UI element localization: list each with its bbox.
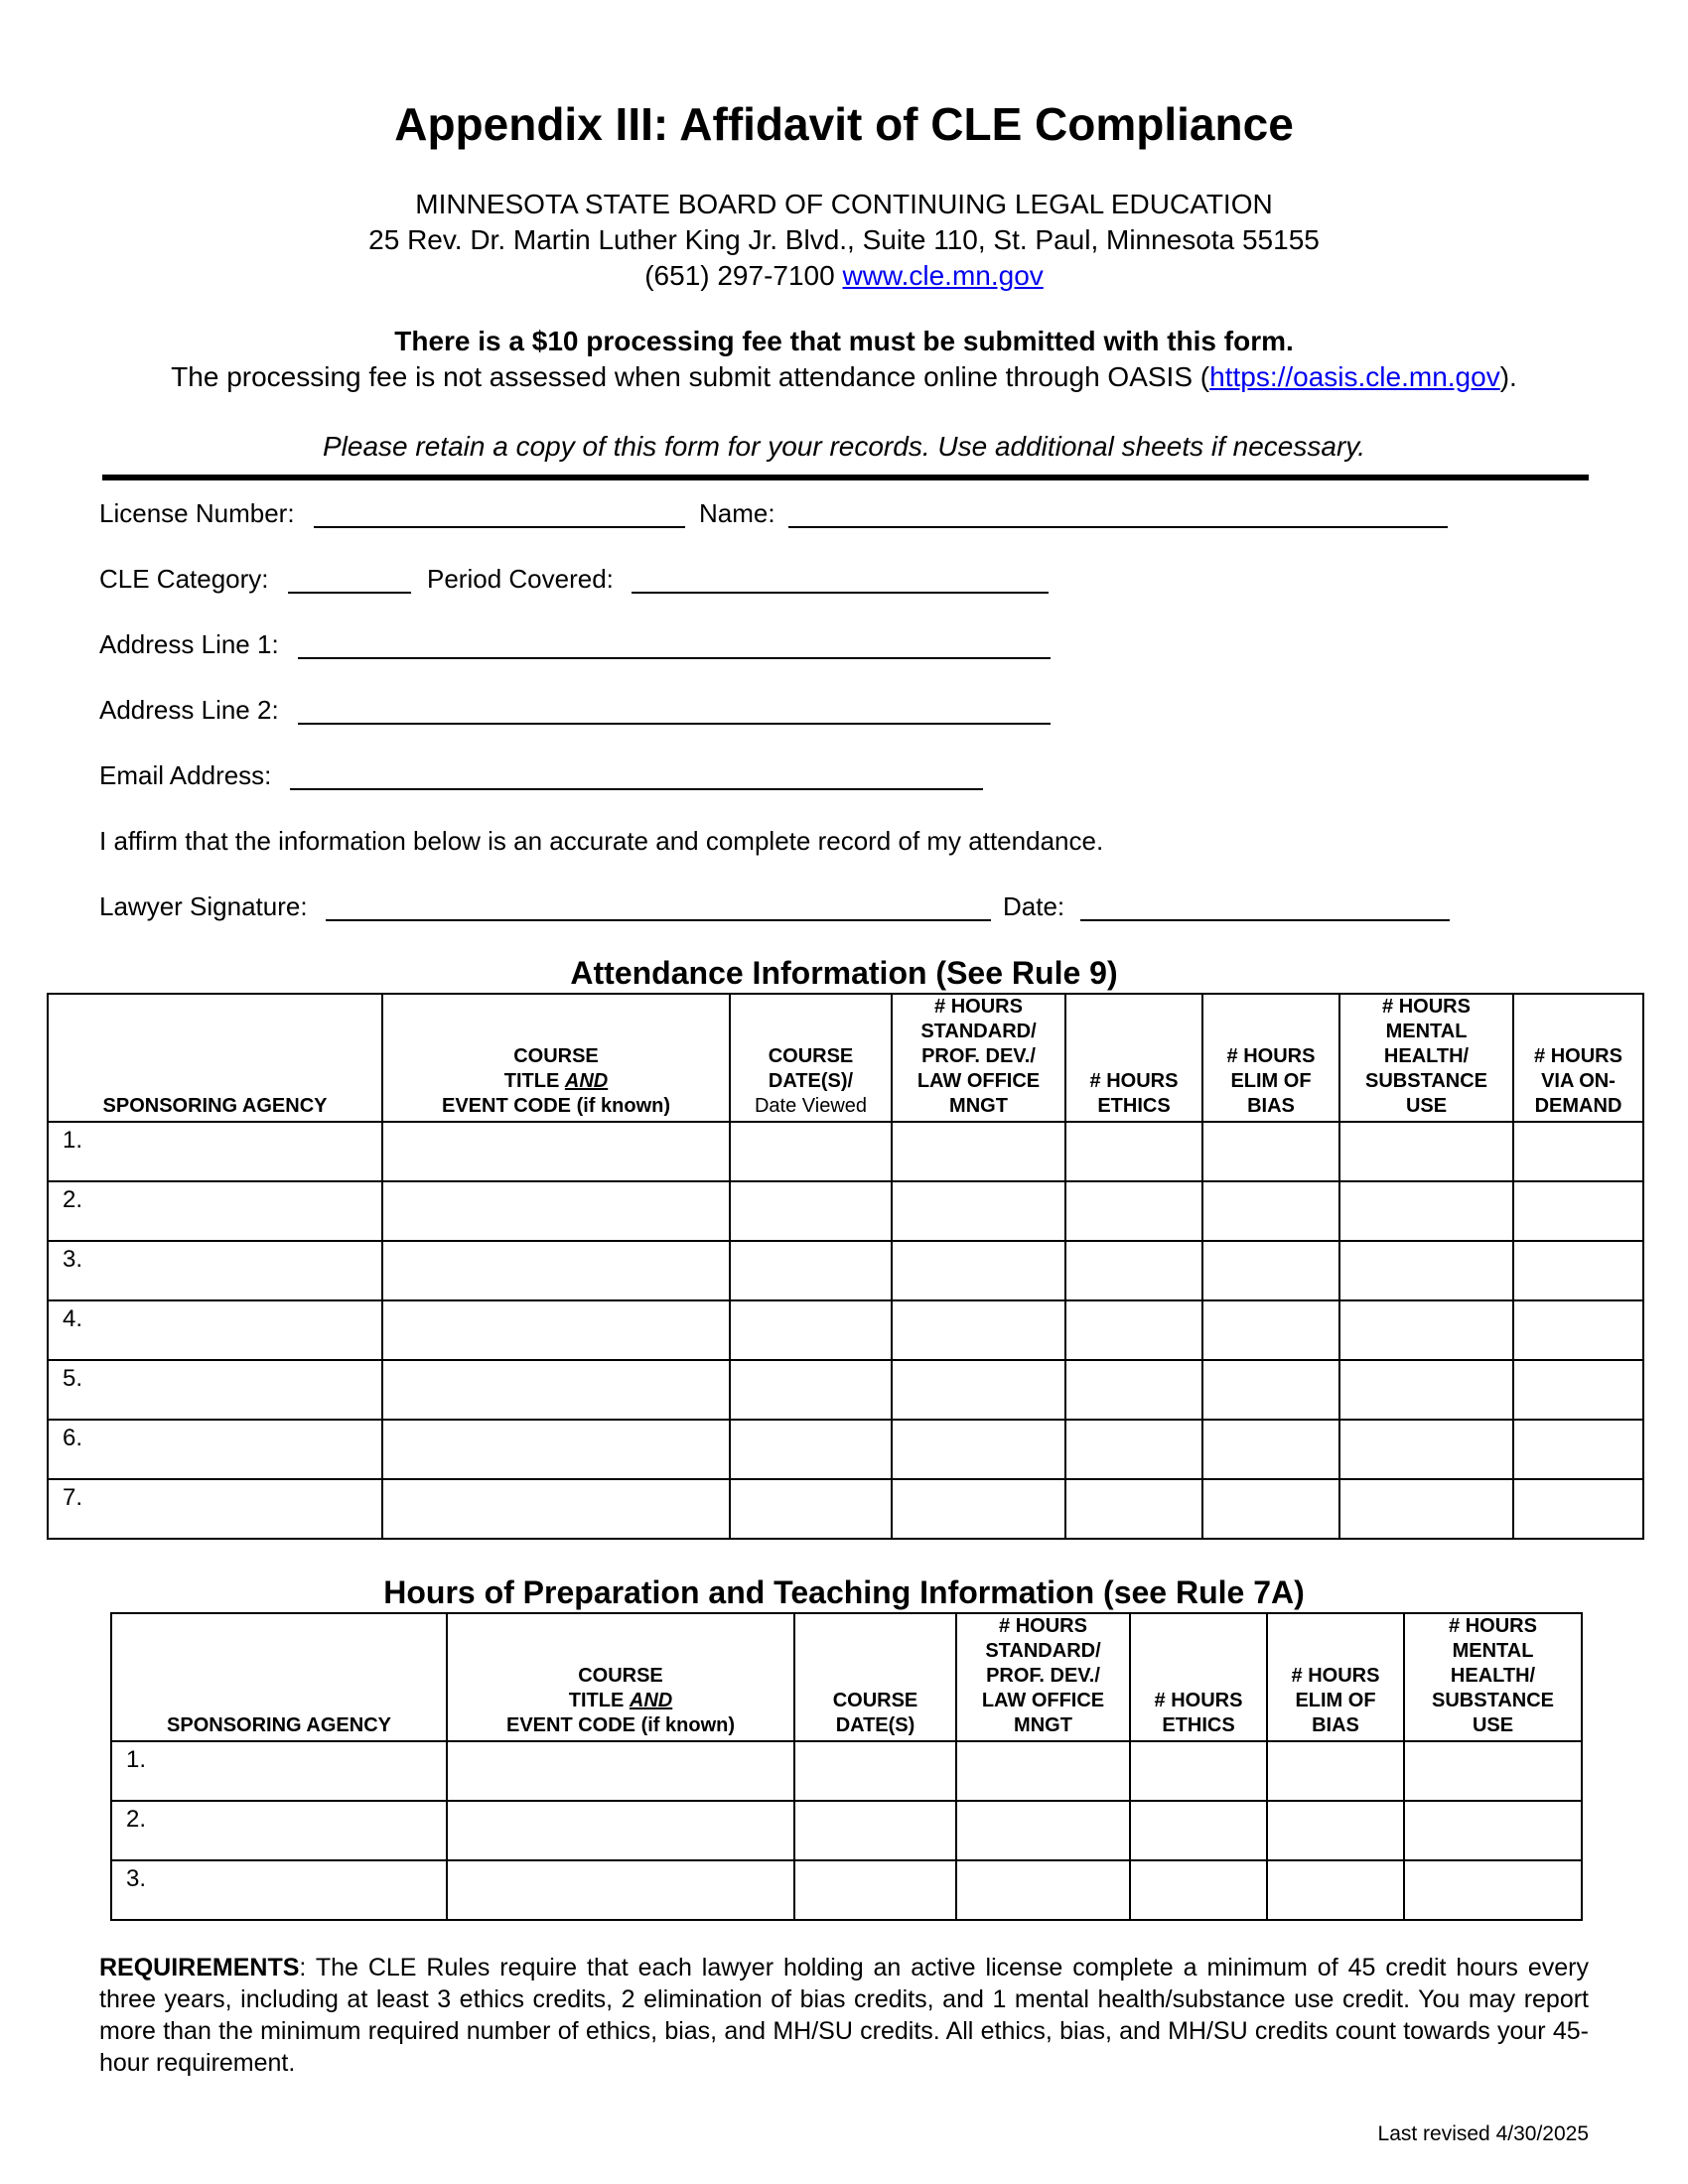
header-hours-ethics: # HOURS ETHICS — [1065, 994, 1202, 1122]
attendance-cell[interactable] — [1202, 1122, 1339, 1181]
teaching-cell[interactable] — [1130, 1860, 1267, 1920]
attendance-cell[interactable] — [892, 1479, 1065, 1539]
attendance-cell[interactable] — [1202, 1420, 1339, 1479]
attendance-cell[interactable] — [1065, 1122, 1202, 1181]
fee-oasis-text: The processing fee is not assessed when submit attendance online through OASIS ( — [171, 361, 1210, 392]
attendance-row-number-cell[interactable]: 6. — [48, 1420, 382, 1479]
attendance-row-number-cell[interactable]: 4. — [48, 1300, 382, 1360]
name-field[interactable] — [788, 498, 1448, 528]
teaching-cell[interactable] — [447, 1860, 794, 1920]
teaching-header-hours-bias: # HOURS ELIM OF BIAS — [1267, 1613, 1404, 1741]
license-name-row — [99, 498, 1489, 532]
attendance-cell[interactable] — [1513, 1122, 1643, 1181]
attendance-cell[interactable] — [892, 1241, 1065, 1300]
teaching-cell[interactable] — [1404, 1860, 1582, 1920]
attendance-cell[interactable] — [1065, 1181, 1202, 1241]
attendance-cell[interactable] — [1065, 1300, 1202, 1360]
attendance-cell[interactable] — [730, 1479, 892, 1539]
attendance-cell[interactable] — [730, 1181, 892, 1241]
org-name: MINNESOTA STATE BOARD OF CONTINUING LEGAL EDUCATION — [415, 189, 1273, 219]
teaching-cell[interactable] — [1130, 1801, 1267, 1860]
fee-oasis-close: ). — [1499, 361, 1517, 392]
header-course-title: COURSE TITLE AND EVENT CODE (if known) — [382, 994, 730, 1122]
attendance-cell[interactable] — [1202, 1181, 1339, 1241]
attendance-cell[interactable] — [1339, 1241, 1513, 1300]
date-field[interactable] — [1080, 891, 1450, 921]
requirements-label: REQUIREMENTS — [99, 1954, 300, 1981]
retain-note: Please retain a copy of this form for your records. Use additional sheets if necessary. — [323, 431, 1365, 462]
attendance-cell[interactable] — [1513, 1420, 1643, 1479]
teaching-row-number-cell[interactable]: 1. — [111, 1741, 447, 1801]
attendance-cell[interactable] — [730, 1360, 892, 1420]
teaching-header-hours-ethics: # HOURS ETHICS — [1130, 1613, 1267, 1741]
attendance-cell[interactable] — [1339, 1479, 1513, 1539]
org-phone: (651) 297-7100 — [644, 260, 835, 291]
org-address: 25 Rev. Dr. Martin Luther King Jr. Blvd., Suite 110, St. Paul, Minnesota 55155 — [368, 224, 1320, 255]
cle-category-label: CLE Category: — [99, 564, 269, 594]
teaching-header-row — [111, 1613, 1582, 1741]
teaching-table — [110, 1612, 1583, 1921]
attendance-cell[interactable] — [1339, 1420, 1513, 1479]
attendance-cell[interactable] — [1202, 1300, 1339, 1360]
attendance-row — [48, 1360, 1643, 1420]
header-sponsoring-agency: SPONSORING AGENCY — [48, 994, 382, 1122]
cle-category-field[interactable] — [288, 564, 411, 594]
attendance-row-number-cell[interactable]: 1. — [48, 1122, 382, 1181]
attendance-cell[interactable] — [382, 1479, 730, 1539]
teaching-header-course-title: COURSE TITLE AND EVENT CODE (if known) — [447, 1613, 794, 1741]
teaching-cell[interactable] — [956, 1741, 1130, 1801]
teaching-cell[interactable] — [1404, 1741, 1582, 1801]
address-line-2-field[interactable] — [298, 695, 1051, 725]
attendance-cell[interactable] — [1202, 1241, 1339, 1300]
attendance-cell[interactable] — [892, 1122, 1065, 1181]
page-title: Appendix III: Affidavit of CLE Compliance — [394, 98, 1294, 150]
fee-oasis-note — [0, 361, 1688, 393]
date-label: Date: — [1003, 891, 1065, 921]
org-contact — [0, 258, 1688, 294]
attendance-cell[interactable] — [382, 1122, 730, 1181]
attendance-cell[interactable] — [892, 1300, 1065, 1360]
attendance-cell[interactable] — [1065, 1420, 1202, 1479]
attendance-cell[interactable] — [1065, 1479, 1202, 1539]
teaching-body — [111, 1741, 1582, 1920]
address-line-1-field[interactable] — [298, 629, 1051, 659]
attendance-cell[interactable] — [1065, 1241, 1202, 1300]
signature-row — [99, 891, 1489, 925]
attendance-cell[interactable] — [1513, 1300, 1643, 1360]
teaching-header-hours-standard: # HOURS STANDARD/ PROF. DEV./ LAW OFFICE MNGT — [956, 1613, 1130, 1741]
header-course-dates: COURSE DATE(S)/ Date Viewed — [730, 994, 892, 1122]
attendance-table — [47, 993, 1644, 1540]
affirm-row — [99, 826, 1489, 860]
teaching-header-hours-mental-health: # HOURS MENTAL HEALTH/ SUBSTANCE USE — [1404, 1613, 1582, 1741]
attendance-row-number-cell[interactable]: 7. — [48, 1479, 382, 1539]
attendance-cell[interactable] — [1202, 1479, 1339, 1539]
fee-notice: There is a $10 processing fee that must be submitted with this form. — [394, 326, 1294, 356]
attendance-row — [48, 1479, 1643, 1539]
attendance-cell[interactable] — [730, 1300, 892, 1360]
teaching-header-sponsoring-agency: SPONSORING AGENCY — [111, 1613, 447, 1741]
attendance-row-number-cell[interactable]: 5. — [48, 1360, 382, 1420]
header-divider — [102, 475, 1589, 480]
attendance-cell[interactable] — [382, 1241, 730, 1300]
email-field[interactable] — [290, 760, 983, 790]
attendance-cell[interactable] — [1339, 1122, 1513, 1181]
attendance-row — [48, 1122, 1643, 1181]
teaching-cell[interactable] — [447, 1741, 794, 1801]
email-label: Email Address: — [99, 760, 272, 790]
attendance-cell[interactable] — [1513, 1241, 1643, 1300]
teaching-cell[interactable] — [794, 1860, 956, 1920]
address-line-1-label: Address Line 1: — [99, 629, 279, 659]
requirements-text: : The CLE Rules require that each lawyer holding an active license complete a minimum of 45 credit hours every three years, including at least 3 ethics credits, 2 elimination of bias credits, and 1 mental health/substance use credit. You may report more than the minimum required number of ethics, bias, and MH/SU credits. All ethics, bias, and MH/SU credits count towards your 45-hour requirement. — [99, 1954, 1589, 2077]
attendance-cell[interactable] — [1065, 1360, 1202, 1420]
period-covered-label: Period Covered: — [427, 564, 614, 594]
teaching-cell[interactable] — [447, 1801, 794, 1860]
email-row — [99, 760, 1489, 794]
teaching-cell[interactable] — [956, 1860, 1130, 1920]
teaching-row-number-cell[interactable]: 3. — [111, 1860, 447, 1920]
attendance-cell[interactable] — [892, 1181, 1065, 1241]
teaching-row — [111, 1741, 1582, 1801]
attendance-row-number-cell[interactable]: 3. — [48, 1241, 382, 1300]
attendance-cell[interactable] — [730, 1122, 892, 1181]
attendance-cell[interactable] — [1339, 1360, 1513, 1420]
attendance-cell[interactable] — [1339, 1300, 1513, 1360]
license-number-label: License Number: — [99, 498, 295, 528]
teaching-cell[interactable] — [956, 1801, 1130, 1860]
attendance-row — [48, 1181, 1643, 1241]
address-1-row — [99, 629, 1489, 663]
teaching-cell[interactable] — [1267, 1860, 1404, 1920]
period-covered-field[interactable] — [632, 564, 1049, 594]
teaching-cell[interactable] — [1267, 1801, 1404, 1860]
attendance-cell[interactable] — [382, 1300, 730, 1360]
attendance-cell[interactable] — [1513, 1479, 1643, 1539]
attendance-header-row — [48, 994, 1643, 1122]
attendance-cell[interactable] — [1339, 1181, 1513, 1241]
teaching-cell[interactable] — [794, 1741, 956, 1801]
attendance-cell[interactable] — [730, 1241, 892, 1300]
attendance-cell[interactable] — [382, 1360, 730, 1420]
oasis-link[interactable]: https://oasis.cle.mn.gov — [1209, 361, 1500, 392]
signature-label: Lawyer Signature: — [99, 891, 308, 921]
header-hours-standard: # HOURS STANDARD/ PROF. DEV./ LAW OFFICE MNGT — [892, 994, 1065, 1122]
address-line-2-label: Address Line 2: — [99, 695, 279, 725]
attendance-cell[interactable] — [382, 1181, 730, 1241]
header-hours-on-demand: # HOURS VIA ON- DEMAND — [1513, 994, 1643, 1122]
attendance-cell[interactable] — [1202, 1360, 1339, 1420]
signature-field[interactable] — [326, 891, 991, 921]
teaching-row — [111, 1801, 1582, 1860]
category-period-row — [99, 564, 1489, 598]
requirements-paragraph — [99, 1952, 1589, 2079]
teaching-row — [111, 1860, 1582, 1920]
header-hours-bias: # HOURS ELIM OF BIAS — [1202, 994, 1339, 1122]
attendance-cell[interactable] — [892, 1420, 1065, 1479]
attendance-cell[interactable] — [1513, 1181, 1643, 1241]
attendance-row-number-cell[interactable]: 2. — [48, 1181, 382, 1241]
license-number-field[interactable] — [314, 498, 685, 528]
teaching-cell[interactable] — [1130, 1741, 1267, 1801]
attendance-cell[interactable] — [1513, 1360, 1643, 1420]
name-label: Name: — [699, 498, 775, 528]
attendance-cell[interactable] — [892, 1360, 1065, 1420]
attendance-cell[interactable] — [730, 1420, 892, 1479]
attendance-cell[interactable] — [382, 1420, 730, 1479]
header-hours-mental-health: # HOURS MENTAL HEALTH/ SUBSTANCE USE — [1339, 994, 1513, 1122]
website-link[interactable]: www.cle.mn.gov — [842, 260, 1044, 291]
attendance-row — [48, 1300, 1643, 1360]
affirm-statement: I affirm that the information below is an accurate and complete record of my attendance. — [99, 826, 1104, 856]
attendance-body — [48, 1122, 1643, 1539]
last-revised: Last revised 4/30/2025 — [1377, 2122, 1589, 2145]
teaching-title: Hours of Preparation and Teaching Information (see Rule 7A) — [383, 1574, 1305, 1610]
attendance-row — [48, 1241, 1643, 1300]
address-2-row — [99, 695, 1489, 729]
teaching-header-course-dates: COURSE DATE(S) — [794, 1613, 956, 1741]
attendance-row — [48, 1420, 1643, 1479]
teaching-cell[interactable] — [1267, 1741, 1404, 1801]
attendance-title: Attendance Information (See Rule 9) — [570, 955, 1118, 991]
teaching-cell[interactable] — [794, 1801, 956, 1860]
teaching-row-number-cell[interactable]: 2. — [111, 1801, 447, 1860]
teaching-cell[interactable] — [1404, 1801, 1582, 1860]
